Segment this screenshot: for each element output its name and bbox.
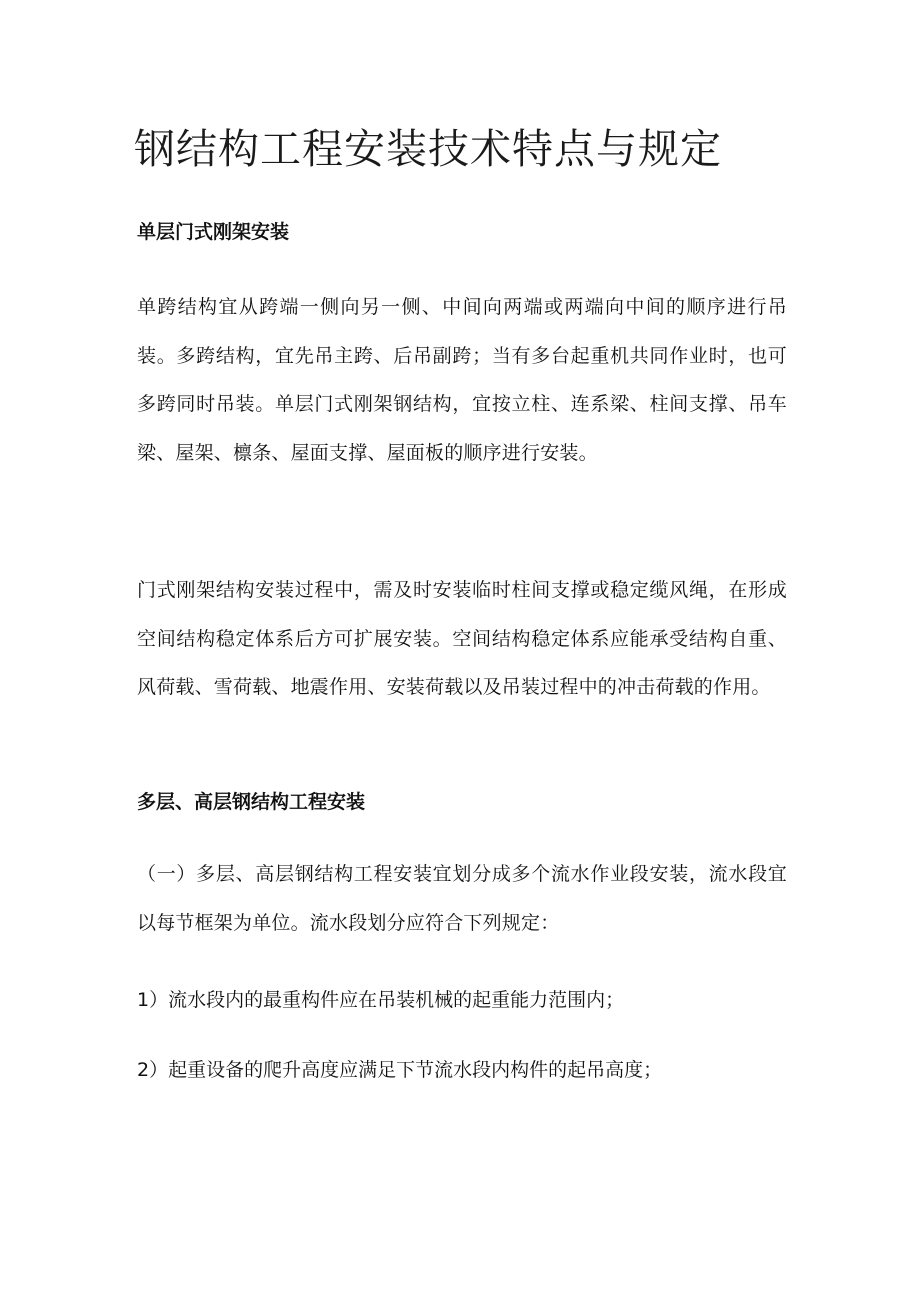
section-heading-multi-high-rise: 多层、高层钢结构工程安装 [137, 791, 366, 813]
paragraph-flow-sections: （一）多层、高层钢结构工程安装宜划分成多个流水作业段安装，流水段宜以每节框架为单位。流水段划分应符合下列规定： [137, 863, 787, 934]
paragraph-temporary-bracing: 门式刚架结构安装过程中，需及时安装临时柱间支撑或稳定缆风绳，在形成空间结构稳定体系后方可扩展安装。空间结构稳定体系应能承受结构自重、风荷载、雪荷载、地震作用、安装荷载以及吊装过程中的冲击荷载的作用。 [137, 579, 787, 698]
document-title: 钢结构工程安装技术特点与规定 [134, 125, 722, 173]
paragraph-lifting-sequence: 单跨结构宜从跨端一侧向另一侧、中间向两端或两端向中间的顺序进行吊装。多跨结构，宜先吊主跨、后吊副跨；当有多台起重机共同作业时，也可多跨同时吊装。单层门式刚架钢结构，宜按立柱、连系梁、柱间支撑、吊车梁、屋架、檩条、屋面支撑、屋面板的顺序进行安装。 [137, 296, 787, 464]
list-item-heaviest-member: 1）流水段内的最重构件应在吊装机械的起重能力范围内； [137, 989, 625, 1011]
section-heading-single-story-portal-frame: 单层门式刚架安装 [137, 221, 290, 243]
list-item-climbing-height: 2）起重设备的爬升高度应满足下节流水段内构件的起吊高度； [137, 1059, 663, 1081]
